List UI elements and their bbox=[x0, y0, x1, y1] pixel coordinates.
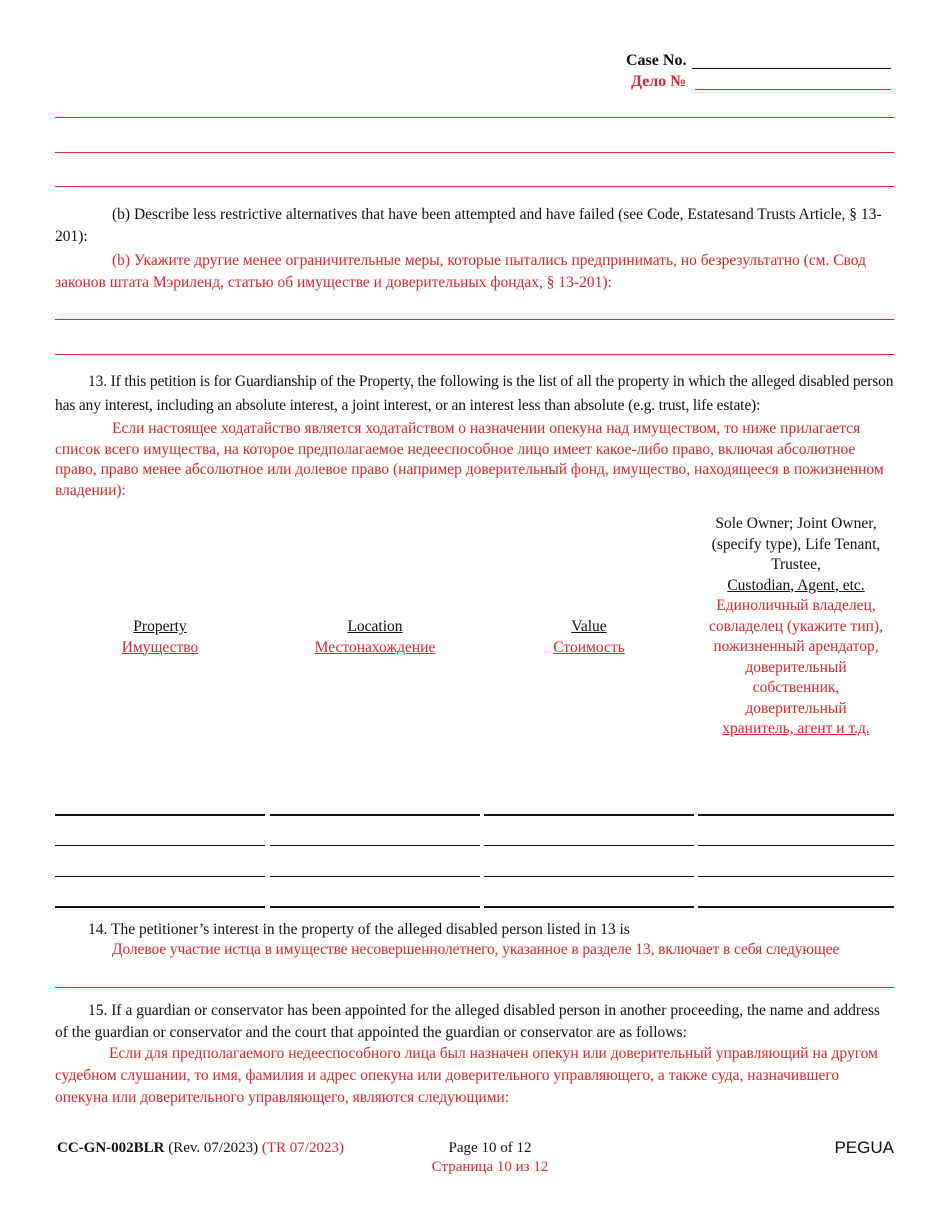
answer-line[interactable] bbox=[55, 152, 894, 153]
page-number: Page 10 of 12 bbox=[448, 1140, 532, 1156]
table-cell-location[interactable] bbox=[270, 814, 480, 816]
table-cell-location[interactable] bbox=[270, 845, 480, 846]
page-number-ru: Страница 10 из 12 bbox=[431, 1159, 549, 1175]
table-cell-property[interactable] bbox=[55, 845, 265, 846]
table-cell-value[interactable] bbox=[484, 876, 694, 877]
column-ownership-label-end: Custodian, Agent, etc. bbox=[727, 576, 865, 594]
table-cell-ownership[interactable] bbox=[698, 876, 894, 877]
answer-line[interactable] bbox=[55, 117, 894, 118]
language-code: PEGUA bbox=[834, 1138, 894, 1157]
column-value bbox=[484, 617, 694, 658]
form-id-line bbox=[57, 1140, 344, 1157]
section-15-text: 15. If a guardian or conservator has been appointed for the alleged disabled person in another proceeding, the name and address of the guardian or conservator and the court that appointed the guardian or conservator are as follows: bbox=[55, 1002, 880, 1041]
column-location bbox=[270, 617, 480, 658]
column-ownership bbox=[698, 514, 894, 740]
answer-line-14[interactable] bbox=[55, 987, 894, 988]
table-cell-ownership[interactable] bbox=[698, 814, 894, 816]
answer-line[interactable] bbox=[55, 186, 894, 187]
case-number-field[interactable] bbox=[692, 68, 891, 69]
table-cell-ownership[interactable] bbox=[698, 906, 894, 908]
form-id: CC-GN-002BLR bbox=[57, 1140, 165, 1156]
section-13-text: 13. If this petition is for Guardianship of the Property, the following is the list of all the property in which the alleged disabled person has any interest, including an absolute interest, a joint interest, or an interest less than absolute (e.g. trust, life estate): bbox=[55, 373, 894, 414]
table-cell-value[interactable] bbox=[484, 845, 694, 846]
column-location-label-ru: Местонахождение bbox=[314, 638, 436, 656]
column-ownership-label-ru: Единоличный владелец, совладелец (укажите тип), пожизненный арендатор, доверительный собственник, доверительный bbox=[709, 597, 883, 717]
case-number-field-ru[interactable] bbox=[695, 89, 891, 90]
table-cell-property[interactable] bbox=[55, 876, 265, 877]
table-cell-location[interactable] bbox=[270, 906, 480, 908]
column-value-label: Value bbox=[571, 618, 607, 635]
section-13-text-ru: Если настоящее ходатайство является ходатайством о назначении опекуна над имуществом, то ниже прилагается список всего имущества, на которое предполагаемое недееспособное лицо имеет какое-либо право, включая абсолютное право, право менее абсолютное или долевое право (например доверительный фонд, имущество, находящееся в пожизненном владении): bbox=[55, 420, 884, 499]
table-cell-value[interactable] bbox=[484, 906, 694, 908]
section-14-text: 14. The petitioner’s interest in the property of the alleged disabled person listed in 13 is bbox=[88, 921, 630, 938]
case-number-label-ru: Дело № bbox=[631, 73, 687, 90]
section-12b-text: (b) Describe less restrictive alternatives that have been attempted and have failed (see Code, Estatesand Trusts Article, § 13-201): bbox=[55, 206, 882, 245]
column-property-label: Property bbox=[133, 618, 187, 635]
table-cell-property[interactable] bbox=[55, 814, 265, 816]
column-location-label: Location bbox=[347, 618, 403, 635]
case-number-label: Case No. bbox=[626, 52, 687, 69]
section-15-text-ru: Если для предполагаемого недееспособного лица был назначен опекун или доверительный управляющий на другом судебном слушании, то имя, фамилия и адрес опекуна или доверительного управляющего, а также суда, назначившего опекуна или доверительного управляющего, являются следующими: bbox=[55, 1045, 878, 1106]
table-cell-location[interactable] bbox=[270, 876, 480, 877]
column-property bbox=[55, 617, 265, 658]
table-cell-property[interactable] bbox=[55, 906, 265, 908]
form-translation-revision: (TR 07/2023) bbox=[261, 1140, 344, 1156]
column-value-label-ru: Стоимость bbox=[553, 638, 625, 656]
section-14-text-ru: Долевое участие истца в имуществе несовершеннолетнего, указанное в разделе 13, включает в себя следующее bbox=[112, 941, 840, 958]
answer-line-12b[interactable] bbox=[55, 319, 894, 320]
section-12b-text-ru: (b) Укажите другие менее ограничительные меры, которые пытались предпринимать, но безрезультатно (см. Свод законов штата Мэриленд, статью об имуществе и доверительных фондах, § 13-201): bbox=[55, 252, 866, 291]
table-cell-value[interactable] bbox=[484, 814, 694, 816]
answer-line-12b[interactable] bbox=[55, 354, 894, 355]
column-ownership-label: Sole Owner; Joint Owner, (specify type), Life Tenant, Trustee, bbox=[711, 515, 881, 573]
form-revision: (Rev. 07/2023) bbox=[168, 1140, 259, 1156]
table-cell-ownership[interactable] bbox=[698, 845, 894, 846]
column-ownership-label-ru-end: хранитель, агент и т.д. bbox=[722, 720, 870, 737]
column-property-label-ru: Имущество bbox=[121, 638, 199, 656]
